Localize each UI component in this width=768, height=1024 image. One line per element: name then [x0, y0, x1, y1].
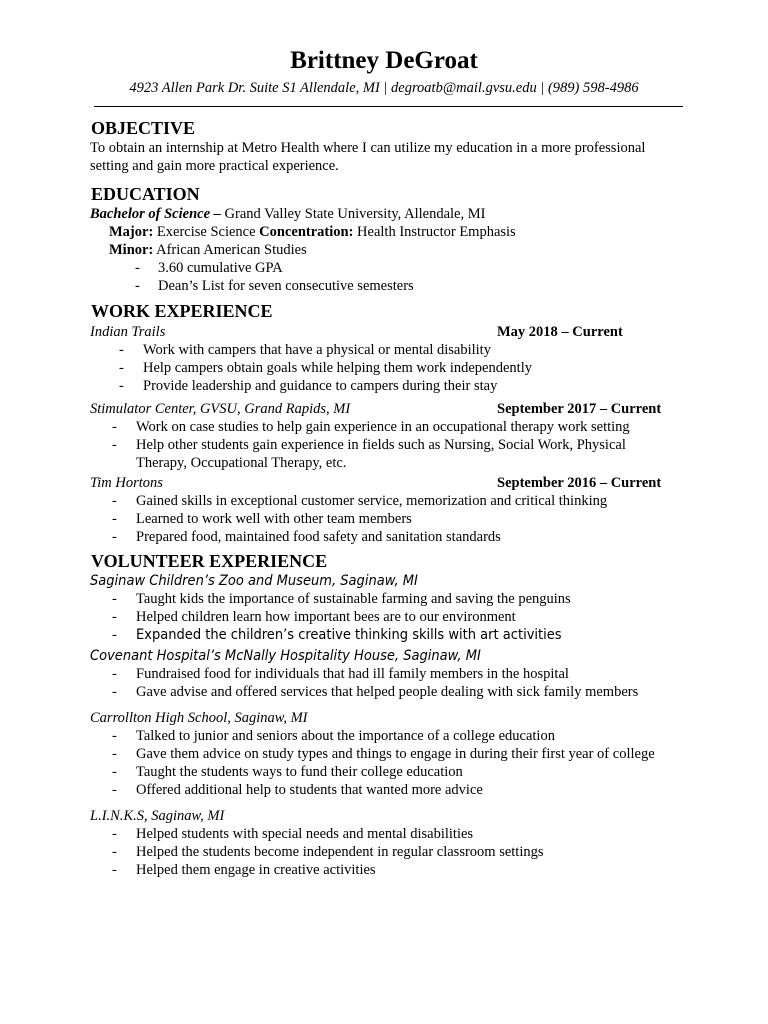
bullet-dash: -: [112, 728, 117, 744]
job-bullet: Prepared food, maintained food safety and sanitation standards: [136, 529, 501, 545]
objective-text-line2: setting and gain more practical experience.: [90, 158, 339, 174]
bullet-dash: -: [112, 591, 117, 607]
bullet-dash: -: [112, 746, 117, 762]
job-bullet: Help campers obtain goals while helping them work independently: [143, 360, 532, 376]
employer-name: Stimulator Center, GVSU, Grand Rapids, MI: [90, 401, 351, 417]
concentration-label: Concentration:: [259, 224, 354, 240]
bullet-dash: -: [112, 764, 117, 780]
minor-value: African American Studies: [156, 242, 307, 258]
bullet-dash: -: [112, 666, 117, 682]
bullet-dash: -: [112, 609, 117, 625]
degree-title: Bachelor of Science –: [90, 206, 221, 222]
bullet-dash: -: [119, 378, 124, 394]
bullet-dash: -: [112, 419, 117, 435]
job-bullet: Learned to work well with other team members: [136, 511, 412, 527]
employer-name: Tim Hortons: [90, 475, 163, 491]
major-line: [109, 223, 516, 241]
volunteer-bullet: Gave them advice on study types and things to engage in during their first year of college: [136, 746, 655, 762]
bullet-dash: -: [112, 862, 117, 878]
job-bullet-continued: Therapy, Occupational Therapy, etc.: [136, 455, 347, 471]
candidate-name: Brittney DeGroat: [290, 47, 478, 74]
volunteer-org-name: Saginaw Children’s Zoo and Museum, Saginaw, MI: [90, 573, 418, 589]
school-name: Grand Valley State University, Allendale, MI: [224, 206, 486, 222]
bullet-dash: -: [112, 493, 117, 509]
minor-label: Minor:: [109, 242, 154, 258]
bullet-dash: -: [135, 260, 140, 276]
volunteer-org-name: Covenant Hospital’s McNally Hospitality House, Saginaw, MI: [90, 648, 481, 664]
volunteer-bullet: Taught the students ways to fund their college education: [136, 764, 463, 780]
objective-text-line1: To obtain an internship at Metro Health where I can utilize my education in a more professional: [90, 140, 646, 156]
concentration-value: Health Instructor Emphasis: [357, 224, 516, 240]
contact-line: 4923 Allen Park Dr. Suite S1 Allendale, MI | degroatb@mail.gvsu.edu | (989) 598-4986: [129, 80, 639, 96]
job-bullet: Work on case studies to help gain experience in an occupational therapy work setting: [136, 419, 630, 435]
volunteer-bullet: Helped the students become independent in regular classroom settings: [136, 844, 544, 860]
bullet-dash: -: [119, 342, 124, 358]
volunteer-bullet: Gave advise and offered services that helped people dealing with sick family members: [136, 684, 639, 700]
minor-line: [109, 241, 307, 259]
bullet-dash: -: [112, 826, 117, 842]
employment-dates: September 2017 – Current: [497, 401, 662, 417]
bullet-dash: -: [112, 529, 117, 545]
volunteer-org-name: Carrollton High School, Saginaw, MI: [90, 710, 308, 726]
bullet-dash: -: [112, 782, 117, 798]
employer-name: Indian Trails: [90, 324, 166, 340]
volunteer-bullet: Offered additional help to students that wanted more advice: [136, 782, 483, 798]
volunteer-bullet: Helped students with special needs and mental disabilities: [136, 826, 474, 842]
major-label: Major:: [109, 224, 154, 240]
volunteer-bullet: Talked to junior and seniors about the importance of a college education: [136, 728, 555, 744]
bullet-dash: -: [112, 844, 117, 860]
volunteer-bullet: Expanded the children’s creative thinking skills with art activities: [136, 627, 562, 643]
volunteer-heading: VOLUNTEER EXPERIENCE: [91, 551, 328, 571]
bullet-dash: -: [112, 511, 117, 527]
degree-line: [90, 205, 485, 223]
objective-heading: OBJECTIVE: [91, 118, 196, 138]
bullet-dash: -: [119, 360, 124, 376]
header-divider: [94, 106, 683, 107]
job-bullet: Help other students gain experience in fields such as Nursing, Social Work, Physical: [136, 437, 626, 453]
job-bullet: Work with campers that have a physical or mental disability: [143, 342, 491, 358]
volunteer-bullet: Helped them engage in creative activities: [136, 862, 376, 878]
bullet-dash: -: [135, 278, 140, 294]
bullet-dash: -: [112, 627, 117, 643]
job-bullet: Provide leadership and guidance to campers during their stay: [143, 378, 498, 394]
employment-dates: May 2018 – Current: [497, 324, 623, 340]
volunteer-bullet: Fundraised food for individuals that had ill family members in the hospital: [136, 666, 569, 682]
job-bullet: Gained skills in exceptional customer service, memorization and critical thinking: [136, 493, 608, 509]
volunteer-org-name: L.I.N.K.S, Saginaw, MI: [90, 808, 225, 824]
work-heading: WORK EXPERIENCE: [91, 301, 273, 321]
bullet-dash: -: [112, 684, 117, 700]
volunteer-bullet: Helped children learn how important bees are to our environment: [136, 609, 516, 625]
employment-dates: September 2016 – Current: [497, 475, 662, 491]
education-bullet: Dean’s List for seven consecutive semesters: [158, 278, 414, 294]
education-bullet: 3.60 cumulative GPA: [158, 260, 283, 276]
bullet-dash: -: [112, 437, 117, 453]
education-heading: EDUCATION: [91, 184, 200, 204]
volunteer-bullet: Taught kids the importance of sustainable farming and saving the penguins: [136, 591, 571, 607]
major-value: Exercise Science: [156, 224, 256, 240]
